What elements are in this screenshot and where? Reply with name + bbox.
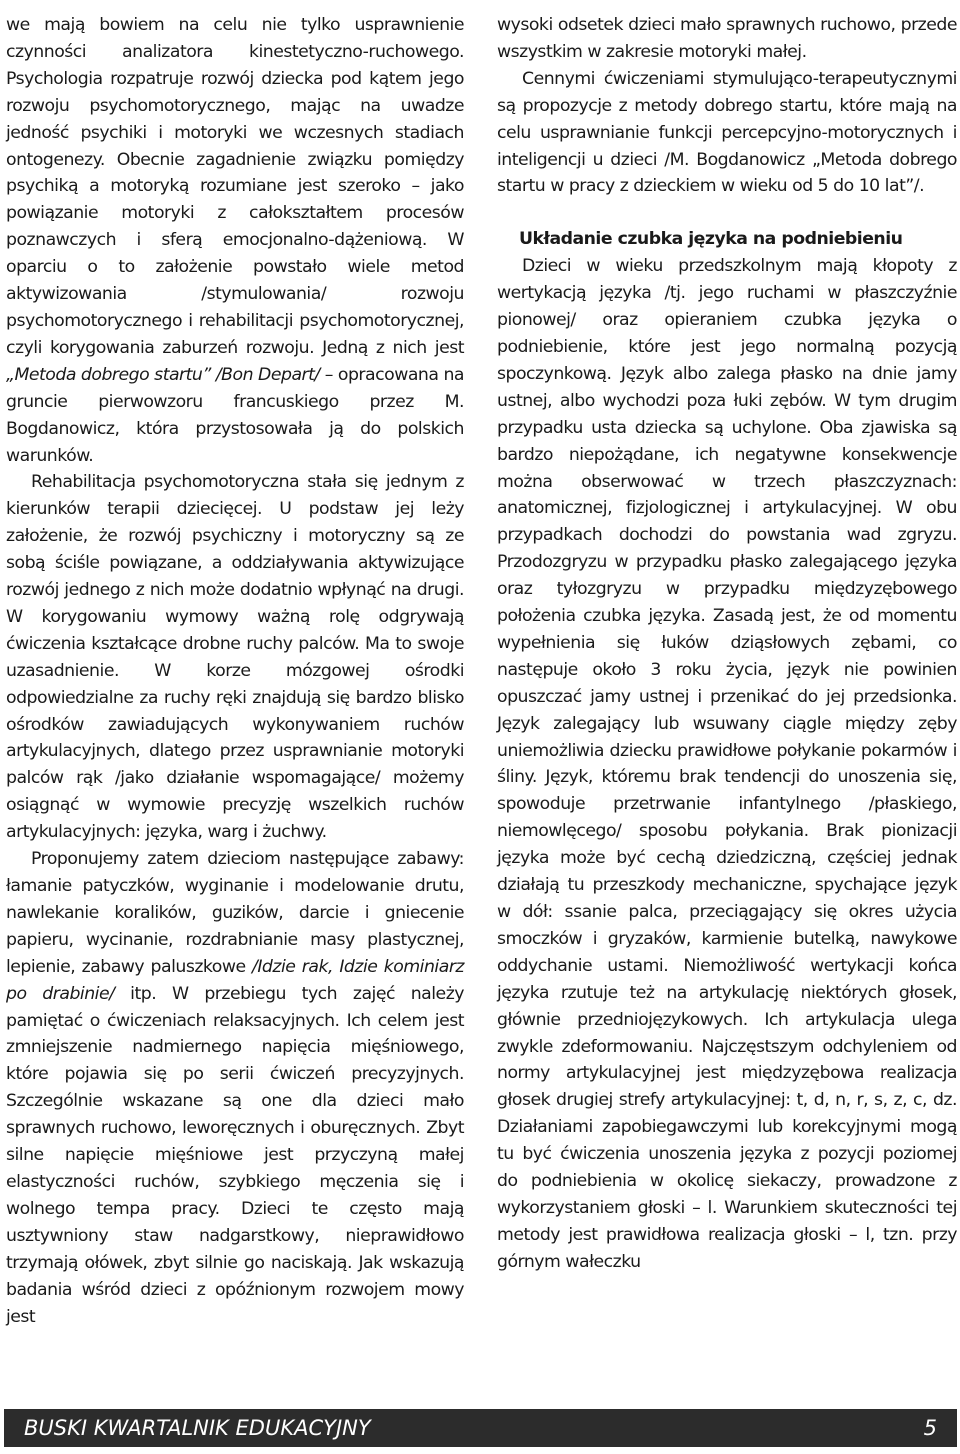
paragraph: Proponujemy zatem dzieciom następujące zabawy: łamanie patyczków, wyginanie i modelowanie drutu, nawlekanie koralików, guzików, darcie i gniecenie papieru, wycinanie, rozdrabnianie masy plastycznej, lepienie, zabawy paluszkowe /Idzie rak, Idzie kominiarz po drabinie/ itp. W przebiegu tych zajęć należy pamiętać o ćwiczeniach relaksacyjnych. Ich celem jest zmniejszenie nadmiernego napięcia mięśniowego, które pojawia się po serii ćwiczeń precyzyjnych. Szczególnie wskazane są one dla dzieci mało sprawnych ruchowo, leworęcznych i oburęcznych. Zbyt silne napięcie mięśniowe jest przyczyną małej elastyczności ruchów, szybkiego męczenia się i wolnego tempa pracy. Dzieci te często mają usztywniony staw nadgarstkowy, nieprawidłowo trzymają ołówek, zbyt silnie go naciskają. Jak wskazują badania wśród dzieci z opóźnionym rozwojem mowy jest <box>6 849 464 1327</box>
method-title: „Metoda dobrego startu” /Bon Depart/ <box>6 364 320 385</box>
games-title: /Idzie rak, Idzie kominiarz po drabinie/ <box>6 956 464 1004</box>
paragraph: Dzieci w wieku przedszkolnym mają kłopoty z wertykacją języka /tj. jego ruchami w płaszczyźnie pionowej/ oraz opieraniem czubka języka o podniebienie, które jest jego normalną pozycją spoczynkową. Język albo zalega płasko na dnie jamy ustnej, albo wychodzi poza łuki zębów. W tym drugim przypadku usta dziecka są uchylone. Oba zjawiska są bardzo niepożądane, ich negatywne konsekwencje można obserwować w trzech płaszczyznach: anatomicznej, fizjologicznej i artykulacyjnej. W obu przypadkach dochodzi do powstania wad zgryzu. Przodozgryzu w przypadku płasko zalegającego języka oraz tyłozgryzu w przypadku międzyzębowego położenia czubka języka. Zasadą jest, że od momentu wypełnienia się łuków dziąsłowych zębami, co następuje około 3 roku życia, język nie powinien opuszczać jamy ustnej i przenikać do jej przedsionka. Język zalegający lub wsuwany ciągle między zęby uniemożliwia dziecku prawidłowe połykanie pokarmów i śliny. Język, któremu brak tendencji do unoszenia się, spowoduje przetrwanie infantylnego /płaskiego, niemowlęcego/ sposobu połykania. Brak pionizacji języka może być cechą dziedziczną, częściej jednak działają tu przeszkody mechaniczne, spychające język w dół: ssanie palca, przeciągający się okres użycia smoczków i gryzaków, karmienie butelką, nawykowe oddychanie ustami. Niemożliwość wertykacji końca języka rzutuje też na artykulację niektórych głosek, głównie przedniojęzykowych. Ich artykulacja ulega zwykle zdeformowaniu. Najczęstszym odchyleniem od normy artykulacyjnej jest międzyzębowa realizacja głosek drugiej strefy artykulacyjnej: t, d, n, r, s, z, c, dz. Działaniami zapobiegawczymi lub korekcyjnymi mogą tu być ćwiczenia unoszenia języka z pozycji poziomej do podniebienia w okolicę siekaczy, prowadzone z wykorzystaniem głoski – l. Warunkiem skuteczności tej metody jest prawidłowa realizacja głoski – l, tzn. przy górnym wałeczku <box>497 256 957 1272</box>
journal-name: BUSKI KWARTALNIK EDUKACYJNY <box>24 1416 371 1440</box>
right-column <box>497 12 957 1276</box>
paragraph: Rehabilitacja psychomotoryczna stała się jednym z kierunków terapii dziecięcej. U podstaw jej leży założenie, że rozwój psychiczny i motoryczny są ze sobą ściśle powiązane, a oddziaływania aktywizujące rozwój jednego z nich może dodatnio wpłynąć na drugi. W korygowaniu wymowy ważną rolę odgrywają ćwiczenia kształcące drobne ruchy palców. Ma to swoje uzasadnienie. W korze mózgowej ośrodki odpowiedzialne za ruchy ręki znajdują się bardzo blisko ośrodków zawiadujących wykonywaniem ruchów artykulacyjnych, dlatego przez usprawnianie motoryki palców rąk /jako działanie wspomagające/ możemy osiągnąć w wymowie precyzję wszelkich ruchów artykulacyjnych: języka, warg i żuchwy. <box>6 472 464 843</box>
paragraph: wysoki odsetek dzieci mało sprawnych ruchowo, przede wszystkim w zakresie motoryki małej. <box>497 15 957 62</box>
paragraph: Cennymi ćwiczeniami stymulująco-terapeutycznymi są propozycje z metody dobrego startu, które mają na celu usprawnianie funkcji percepcyjno-motorycznych i inteligencji u dzieci /M. Bogdanowicz „Metoda dobrego startu w pracy z dzieckiem w wieku od 5 do 10 lat”/. <box>497 68 957 197</box>
left-column <box>6 12 464 1330</box>
paragraph: we mają bowiem na celu nie tylko usprawnienie czynności analizatora kinestetyczno-ruchowego. Psychologia rozpatruje rozwój dziecka pod kątem jego rozwoju psychomotorycznego, mając na uwadze jedność psychiki i motoryki we wczesnych stadiach ontogenezy. Obecnie zagadnienie związku pomiędzy psychiką a motoryką rozumiane jest szeroko – jako powiązanie motoryki z całokształtem procesów poznawczych i sferą emocjonalno-dążeniową. W oparciu o to założenie powstało wiele metod aktywizowania /stymulowania/ rozwoju psychomotorycznego i rehabilitacji psychomotorycznej, czyli korygowania zaburzeń rozwoju. Jedną z nich jest „Metoda dobrego startu” /Bon Depart/ – opracowana na gruncie pierwowzoru francuskiego przez M. Bogdanowicz, która przystosowała ją do polskich warunków. <box>6 15 464 466</box>
section-heading: Układanie czubka języka na podniebieniu <box>519 229 903 250</box>
page-footer <box>4 1409 957 1447</box>
page-number: 5 <box>923 1416 937 1440</box>
